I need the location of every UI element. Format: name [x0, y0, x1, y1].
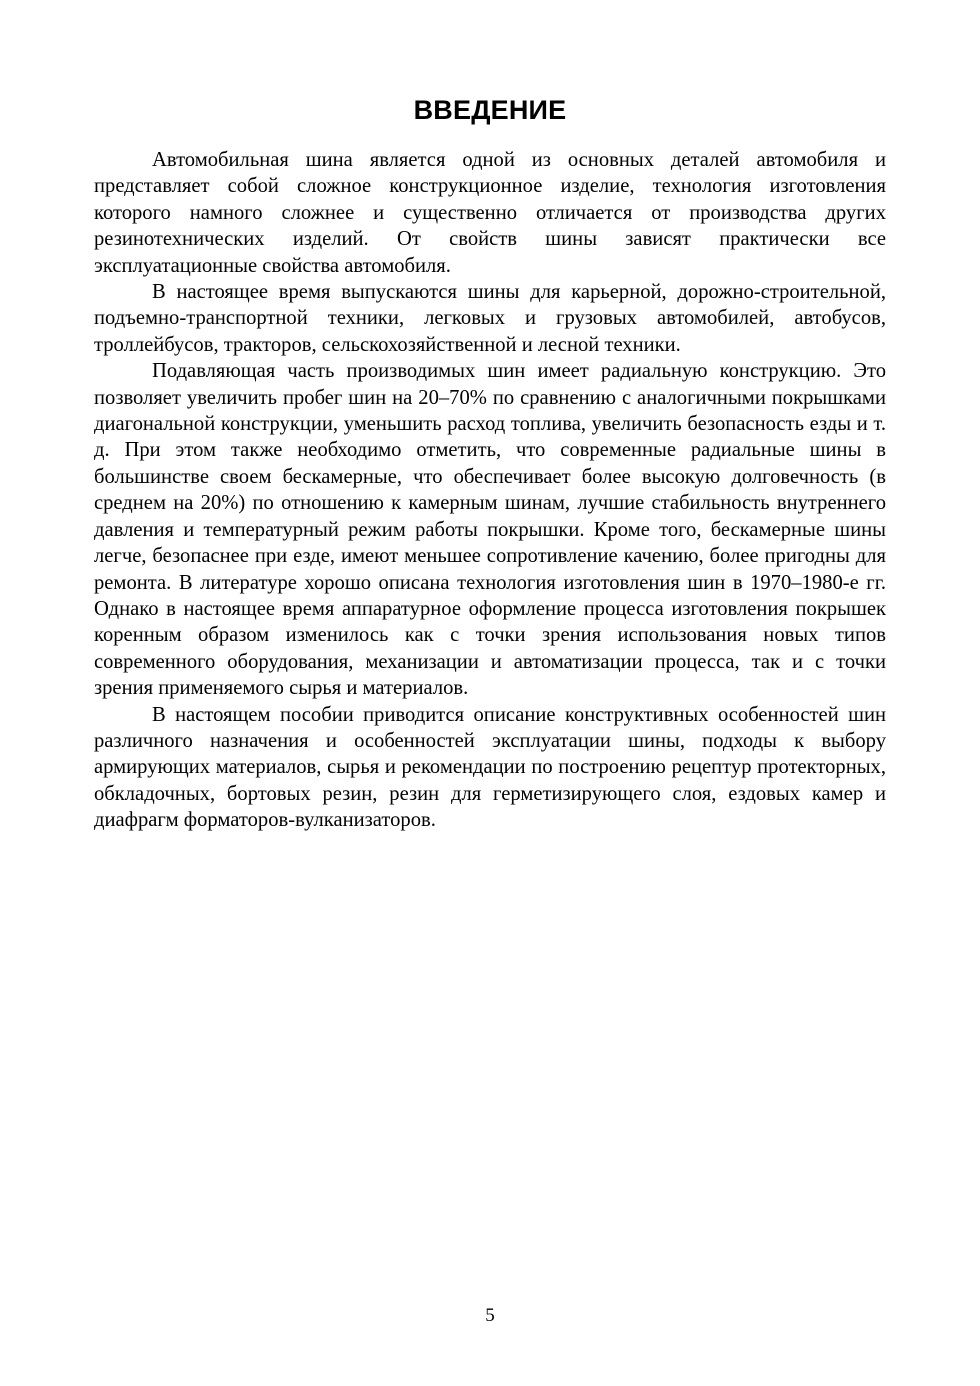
paragraph-radial-construction: Подавляющая часть производимых шин имеет радиальную конструкцию. Это позволяет увеличить пробег шин на 20–70% по сравнению с аналогичными покрышками диагональной конструкции, уменьшить расход топлива, увеличить безопасность езды и т. д. При этом также необходимо отметить, что современные радиальные шины в большинстве своем бескамерные, что обеспечивает более высокую долговечность (в среднем на 20%) по отношению к камерным шинам, лучшие стабильность внутреннего давления и температурный режим работы покрышки. Кроме того, бескамерные шины легче, безопаснее при езде, имеют меньшее сопротивление качению, более пригодны для ремонта. В литературе хорошо описана технология изготовления шин в 1970–1980-е гг. Однако в настоящее время аппаратурное оформление процесса изготовления покрышек коренным образом изменилось как с точки зрения использования новых типов современного оборудования, механизации и автоматизации процесса, так и с точки зрения применяемого сырья и материалов.: [94, 360, 886, 700]
paragraph-tire-types: В настоящее время выпускаются шины для карьерной, дорожно-строительной, подъемно-транспортной техники, легковых и грузовых автомобилей, автобусов, троллейбусов, тракторов, сельскохозяйственной и лесной техники.: [94, 281, 886, 356]
paragraph-manual-contents: В настоящем пособии приводится описание конструктивных особенностей шин различного назначения и особенностей эксплуатации шины, подходы к выбору армирующих материалов, сырья и рекомендации по построению рецептур протекторных, обкладочных, бортовых резин, резин для герметизирующего слоя, ездовых камер и диафрагм форматоров-вулканизаторов.: [94, 703, 886, 832]
paragraph-intro: Автомобильная шина является одной из основных деталей автомобиля и представляет собой сложное конструкционное изделие, технология изготовления которого намного сложнее и существенно отличается от производства других резинотехнических изделий. От свойств шины зависят практически все эксплуатационные свойства автомобиля.: [94, 149, 886, 277]
page-number: 5: [485, 1305, 495, 1326]
page-title: ВВЕДЕНИЕ: [413, 95, 567, 125]
body-text: [94, 147, 886, 834]
